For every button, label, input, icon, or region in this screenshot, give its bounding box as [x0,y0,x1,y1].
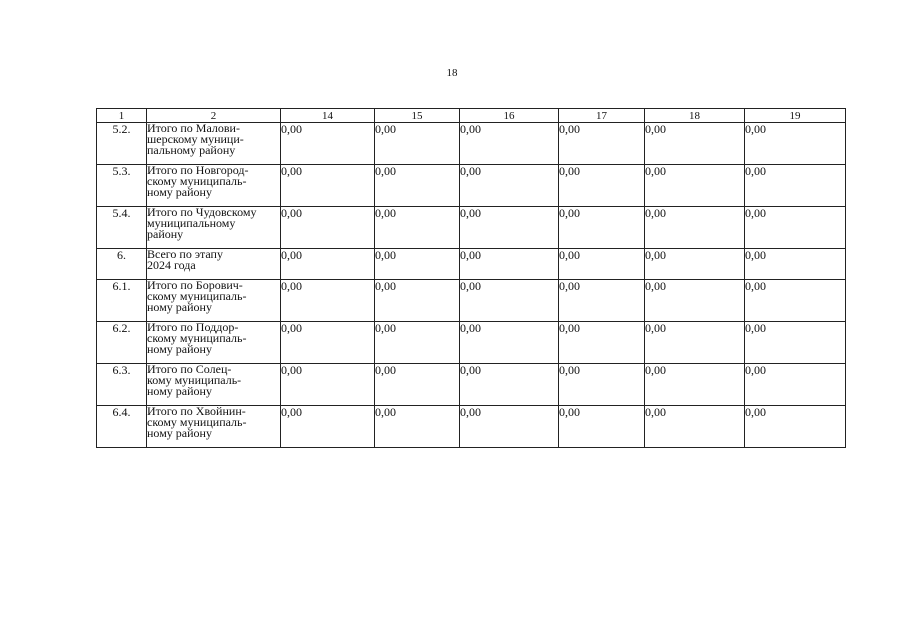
value-cell: 0,00 [745,249,846,280]
value-cell: 0,00 [745,280,846,322]
row-name-line: скому муниципаль- [147,331,247,345]
row-number-cell: 5.4. [97,207,147,249]
header-cell: 19 [745,109,846,123]
value-cell: 0,00 [460,364,559,406]
header-cell: 15 [375,109,460,123]
value-cell: 0,00 [375,123,460,165]
value-cell: 0,00 [645,406,745,448]
header-cell: 16 [460,109,559,123]
value-cell: 0,00 [645,123,745,165]
row-number-cell: 6.4. [97,406,147,448]
value-cell: 0,00 [375,322,460,364]
row-name-cell [147,280,281,322]
value-cell: 0,00 [375,280,460,322]
value-cell: 0,00 [460,165,559,207]
table-row [97,165,846,207]
row-name-line: ному району [147,300,212,314]
value-cell: 0,00 [745,364,846,406]
value-cell: 0,00 [645,364,745,406]
value-cell: 0,00 [281,165,375,207]
value-cell: 0,00 [745,406,846,448]
value-cell: 0,00 [460,322,559,364]
value-cell: 0,00 [745,322,846,364]
value-cell: 0,00 [745,165,846,207]
row-name-cell [147,207,281,249]
value-cell: 0,00 [281,406,375,448]
value-cell: 0,00 [281,123,375,165]
row-name-line: муниципальному [147,216,236,230]
value-cell: 0,00 [645,322,745,364]
row-number-cell: 6.3. [97,364,147,406]
table-row [97,280,846,322]
row-name-line: кому муниципаль- [147,373,242,387]
row-number-cell: 5.3. [97,165,147,207]
table-row [97,322,846,364]
value-cell: 0,00 [375,364,460,406]
row-name-cell [147,406,281,448]
value-cell: 0,00 [460,280,559,322]
data-table [96,108,846,448]
row-name-line: Всего по этапу [147,247,223,261]
header-cell: 1 [97,109,147,123]
row-name-line: скому муниципаль- [147,174,247,188]
row-name-cell [147,123,281,165]
value-cell: 0,00 [460,406,559,448]
row-name-cell [147,249,281,280]
value-cell: 0,00 [375,249,460,280]
row-name-line: Итого по Новгород- [147,163,249,177]
value-cell: 0,00 [745,207,846,249]
value-cell: 0,00 [645,249,745,280]
row-name-line: шерскому муници- [147,132,244,146]
row-number-cell: 6.2. [97,322,147,364]
value-cell: 0,00 [281,207,375,249]
value-cell: 0,00 [559,123,645,165]
row-name-cell [147,165,281,207]
row-name-cell [147,322,281,364]
value-cell: 0,00 [559,280,645,322]
row-name-line: скому муниципаль- [147,415,247,429]
row-name-line: 2024 года [147,258,196,272]
value-cell: 0,00 [460,123,559,165]
row-name-line: пальному району [147,143,236,157]
header-cell: 17 [559,109,645,123]
row-name-line: ному району [147,426,212,440]
header-cell: 2 [147,109,281,123]
value-cell: 0,00 [281,364,375,406]
header-cell: 18 [645,109,745,123]
table-body [97,123,846,448]
value-cell: 0,00 [645,207,745,249]
row-number-cell: 6.1. [97,280,147,322]
value-cell: 0,00 [375,165,460,207]
value-cell: 0,00 [281,322,375,364]
value-cell: 0,00 [559,322,645,364]
header-cell: 14 [281,109,375,123]
row-name-line: Итого по Солец- [147,362,232,376]
value-cell: 0,00 [460,249,559,280]
value-cell: 0,00 [281,280,375,322]
value-cell: 0,00 [375,406,460,448]
page-number: 18 [446,67,458,79]
row-number-cell: 5.2. [97,123,147,165]
value-cell: 0,00 [559,165,645,207]
value-cell: 0,00 [559,364,645,406]
table-row [97,207,846,249]
value-cell: 0,00 [559,249,645,280]
value-cell: 0,00 [460,207,559,249]
value-cell: 0,00 [375,207,460,249]
value-cell: 0,00 [745,123,846,165]
value-cell: 0,00 [281,249,375,280]
value-cell: 0,00 [645,165,745,207]
row-name-line: Итого по Чудовскому [147,205,257,219]
row-name-line: Итого по Малови- [147,121,240,135]
row-name-line: ному району [147,342,212,356]
row-name-cell [147,364,281,406]
row-name-line: Итого по Хвойнин- [147,404,246,418]
row-number-cell: 6. [97,249,147,280]
row-name-line: району [147,227,184,241]
row-name-line: ному району [147,384,212,398]
table-row [97,364,846,406]
row-name-line: Итого по Борович- [147,278,243,292]
value-cell: 0,00 [559,406,645,448]
table-row [97,406,846,448]
value-cell: 0,00 [559,207,645,249]
row-name-line: ному району [147,185,212,199]
table-row [97,123,846,165]
value-cell: 0,00 [645,280,745,322]
row-name-line: Итого по Поддор- [147,320,239,334]
row-name-line: скому муниципаль- [147,289,247,303]
table-row [97,249,846,280]
